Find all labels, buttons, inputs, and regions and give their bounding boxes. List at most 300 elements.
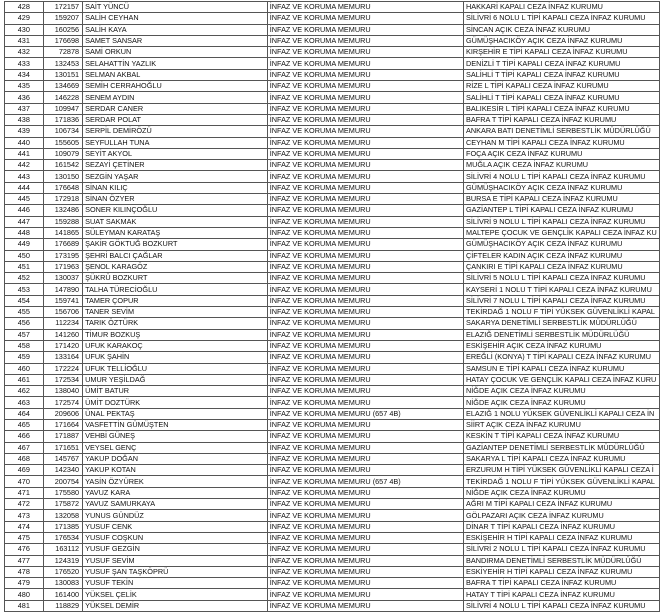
position-title-cell: İNFAZ VE KORUMA MEMURU [267, 363, 463, 374]
registry-number-cell: 112234 [43, 318, 82, 329]
row-number-cell: 430 [5, 24, 44, 35]
row-number-cell: 433 [5, 58, 44, 69]
registry-number-cell: 132486 [43, 205, 82, 216]
full-name-cell: ÜNAL PEKTAŞ [83, 408, 268, 419]
registry-number-cell: 171963 [43, 261, 82, 272]
registry-number-cell: 172224 [43, 363, 82, 374]
registry-number-cell: 173195 [43, 250, 82, 261]
institution-cell: DİNAR T TİPİ KAPALI CEZA İNFAZ KURUMU [464, 521, 660, 532]
table-row [5, 555, 660, 566]
position-title-cell: İNFAZ VE KORUMA MEMURU [267, 103, 463, 114]
row-number-cell: 479 [5, 578, 44, 589]
registry-number-cell: 130150 [43, 171, 82, 182]
full-name-cell: YÜKSEL ÇELİK [83, 589, 268, 600]
institution-cell: HATAY ÇOCUK VE GENÇLİK KAPALI CEZA İNFAZ KURU [464, 374, 660, 385]
table-row [5, 58, 660, 69]
registry-number-cell: 176520 [43, 566, 82, 577]
position-title-cell: İNFAZ VE KORUMA MEMURU [267, 295, 463, 306]
institution-cell: NİĞDE AÇIK CEZA İNFAZ KURUMU [464, 487, 660, 498]
registry-number-cell: 161542 [43, 160, 82, 171]
institution-cell: HAKKARİ KAPALI CEZA İNFAZ KURUMU [464, 2, 660, 13]
institution-cell: RİZE L TİPİ KAPALI CEZA İNFAZ KURUMU [464, 81, 660, 92]
position-title-cell: İNFAZ VE KORUMA MEMURU [267, 555, 463, 566]
table-row [5, 386, 660, 397]
registry-number-cell: 109079 [43, 148, 82, 159]
institution-cell: SİLİVRİ 9 NOLU L TİPİ KAPALI CEZA İNFAZ KURUMU [464, 216, 660, 227]
registry-number-cell: 130037 [43, 273, 82, 284]
institution-cell: GAZİANTEP L TİPİ KAPALI CEZA İNFAZ KURUMU [464, 205, 660, 216]
registry-number-cell: 130083 [43, 578, 82, 589]
registry-number-cell: 156706 [43, 307, 82, 318]
position-title-cell: İNFAZ VE KORUMA MEMURU [267, 544, 463, 555]
row-number-cell: 429 [5, 13, 44, 24]
institution-cell: KIRŞEHİR E TİPİ KAPALI CEZA İNFAZ KURUMU [464, 47, 660, 58]
row-number-cell: 444 [5, 182, 44, 193]
row-number-cell: 456 [5, 318, 44, 329]
table-row [5, 318, 660, 329]
institution-cell: NİĞDE AÇIK CEZA İNFAZ KURUMU [464, 386, 660, 397]
table-row [5, 205, 660, 216]
institution-cell: ERZURUM H TİPİ YÜKSEK GÜVENLİKLİ KAPALI CEZA İ [464, 465, 660, 476]
table-row [5, 182, 660, 193]
position-title-cell: İNFAZ VE KORUMA MEMURU [267, 182, 463, 193]
position-title-cell: İNFAZ VE KORUMA MEMURU [267, 81, 463, 92]
institution-cell: BURSA E TİPİ KAPALI CEZA İNFAZ KURUMU [464, 194, 660, 205]
personnel-table [4, 1, 660, 612]
institution-cell: GÜMÜŞHACIKÖY AÇIK CEZA İNFAZ KURUMU [464, 35, 660, 46]
row-number-cell: 451 [5, 261, 44, 272]
registry-number-cell: 161400 [43, 589, 82, 600]
registry-number-cell: 160256 [43, 24, 82, 35]
full-name-cell: YÜKSEL DEMİR [83, 600, 268, 611]
row-number-cell: 462 [5, 386, 44, 397]
position-title-cell: İNFAZ VE KORUMA MEMURU (657 4B) [267, 476, 463, 487]
table-row [5, 250, 660, 261]
full-name-cell: YUNUS GÜNDÜZ [83, 510, 268, 521]
registry-number-cell: 172918 [43, 194, 82, 205]
table-row [5, 363, 660, 374]
registry-number-cell: 134669 [43, 81, 82, 92]
full-name-cell: YUSUF CENK [83, 521, 268, 532]
table-row [5, 47, 660, 58]
table-row [5, 408, 660, 419]
full-name-cell: SEZGİN YAŞAR [83, 171, 268, 182]
row-number-cell: 468 [5, 453, 44, 464]
position-title-cell: İNFAZ VE KORUMA MEMURU [267, 521, 463, 532]
position-title-cell: İNFAZ VE KORUMA MEMURU [267, 2, 463, 13]
full-name-cell: ŞEHRİ BALCI ÇAĞLAR [83, 250, 268, 261]
registry-number-cell: 146228 [43, 92, 82, 103]
registry-number-cell: 172534 [43, 374, 82, 385]
institution-cell: BAFRA T TİPİ KAPALI CEZA İNFAZ KURUMU [464, 114, 660, 125]
position-title-cell: İNFAZ VE KORUMA MEMURU [267, 386, 463, 397]
registry-number-cell: 72878 [43, 47, 82, 58]
registry-number-cell: 159288 [43, 216, 82, 227]
table-row [5, 600, 660, 611]
institution-cell: AĞRI M TİPİ KAPALI CEZA İNFAZ KURUMU [464, 499, 660, 510]
row-number-cell: 470 [5, 476, 44, 487]
table-row [5, 510, 660, 521]
row-number-cell: 466 [5, 431, 44, 442]
full-name-cell: TANER SEVİM [83, 307, 268, 318]
row-number-cell: 436 [5, 92, 44, 103]
table-row [5, 35, 660, 46]
row-number-cell: 454 [5, 295, 44, 306]
position-title-cell: İNFAZ VE KORUMA MEMURU [267, 205, 463, 216]
institution-cell: SİLİVRİ 4 NOLU L TİPİ KAPALI CEZA İNFAZ KURUMU [464, 171, 660, 182]
position-title-cell: İNFAZ VE KORUMA MEMURU [267, 340, 463, 351]
full-name-cell: SÜLEYMAN KARATAŞ [83, 227, 268, 238]
table-row [5, 126, 660, 137]
row-number-cell: 453 [5, 284, 44, 295]
table-row [5, 171, 660, 182]
position-title-cell: İNFAZ VE KORUMA MEMURU [267, 160, 463, 171]
row-number-cell: 447 [5, 216, 44, 227]
position-title-cell: İNFAZ VE KORUMA MEMURU [267, 566, 463, 577]
registry-number-cell: 171887 [43, 431, 82, 442]
table-row [5, 566, 660, 577]
institution-cell: GÜMÜŞHACIKÖY AÇIK CEZA İNFAZ KURUMU [464, 182, 660, 193]
position-title-cell: İNFAZ VE KORUMA MEMURU [267, 329, 463, 340]
institution-cell: GÜMÜŞHACIKÖY AÇIK CEZA İNFAZ KURUMU [464, 239, 660, 250]
full-name-cell: SİNAN ÖZYER [83, 194, 268, 205]
full-name-cell: TARIK ÖZTÜRK [83, 318, 268, 329]
institution-cell: FOÇA AÇIK CEZA İNFAZ KURUMU [464, 148, 660, 159]
full-name-cell: TAMER ÇOPUR [83, 295, 268, 306]
position-title-cell: İNFAZ VE KORUMA MEMURU [267, 216, 463, 227]
registry-number-cell: 147890 [43, 284, 82, 295]
full-name-cell: ŞENOL KARAGÖZ [83, 261, 268, 272]
registry-number-cell: 171651 [43, 442, 82, 453]
table-row [5, 273, 660, 284]
position-title-cell: İNFAZ VE KORUMA MEMURU [267, 465, 463, 476]
full-name-cell: VEHBİ GÜNEŞ [83, 431, 268, 442]
registry-number-cell: 132058 [43, 510, 82, 521]
full-name-cell: YUSUF GEZGİN [83, 544, 268, 555]
table-row [5, 453, 660, 464]
table-row [5, 476, 660, 487]
row-number-cell: 463 [5, 397, 44, 408]
full-name-cell: SEZAYİ ÇETİNER [83, 160, 268, 171]
position-title-cell: İNFAZ VE KORUMA MEMURU [267, 137, 463, 148]
full-name-cell: SERDAR POLAT [83, 114, 268, 125]
institution-cell: ANKARA BATI DENETİMLİ SERBESTLİK MÜDÜRLÜĞÜ [464, 126, 660, 137]
registry-number-cell: 176534 [43, 532, 82, 543]
position-title-cell: İNFAZ VE KORUMA MEMURU [267, 194, 463, 205]
institution-cell: BALIKESİR L TİPİ KAPALI CEZA İNFAZ KURUMU [464, 103, 660, 114]
position-title-cell: İNFAZ VE KORUMA MEMURU [267, 126, 463, 137]
row-number-cell: 460 [5, 363, 44, 374]
row-number-cell: 459 [5, 352, 44, 363]
row-number-cell: 461 [5, 374, 44, 385]
registry-number-cell: 133164 [43, 352, 82, 363]
registry-number-cell: 171420 [43, 340, 82, 351]
row-number-cell: 445 [5, 194, 44, 205]
table-row [5, 216, 660, 227]
institution-cell: TEKİRDAĞ 1 NOLU F TİPİ YÜKSEK GÜVENLİKLİ KAPAL [464, 476, 660, 487]
row-number-cell: 473 [5, 510, 44, 521]
registry-number-cell: 171664 [43, 419, 82, 430]
full-name-cell: YUSUF ŞAN TAŞKÖPRÜ [83, 566, 268, 577]
institution-cell: KESKİN T TİPİ KAPALI CEZA İNFAZ KURUMU [464, 431, 660, 442]
row-number-cell: 440 [5, 137, 44, 148]
position-title-cell: İNFAZ VE KORUMA MEMURU [267, 273, 463, 284]
institution-cell: SİLİVRİ 4 NOLU L TİPİ KAPALI CEZA İNFAZ KURUMU [464, 600, 660, 611]
position-title-cell: İNFAZ VE KORUMA MEMURU [267, 114, 463, 125]
row-number-cell: 438 [5, 114, 44, 125]
position-title-cell: İNFAZ VE KORUMA MEMURU [267, 261, 463, 272]
full-name-cell: VASFETTİN GÜMÜŞTEN [83, 419, 268, 430]
full-name-cell: SEYİT AKYOL [83, 148, 268, 159]
row-number-cell: 455 [5, 307, 44, 318]
table-row [5, 160, 660, 171]
position-title-cell: İNFAZ VE KORUMA MEMURU [267, 227, 463, 238]
full-name-cell: YASİN ÖZYÜREK [83, 476, 268, 487]
registry-number-cell: 163112 [43, 544, 82, 555]
full-name-cell: SAİT YÜNCÜ [83, 2, 268, 13]
position-title-cell: İNFAZ VE KORUMA MEMURU [267, 35, 463, 46]
position-title-cell: İNFAZ VE KORUMA MEMURU [267, 419, 463, 430]
position-title-cell: İNFAZ VE KORUMA MEMURU [267, 510, 463, 521]
full-name-cell: SALİH KAYA [83, 24, 268, 35]
table-row [5, 589, 660, 600]
table-row [5, 431, 660, 442]
institution-cell: SALİHLİ T TİPİ KAPALI CEZA İNFAZ KURUMU [464, 69, 660, 80]
full-name-cell: UMUR YEŞİLDAĞ [83, 374, 268, 385]
row-number-cell: 434 [5, 69, 44, 80]
position-title-cell: İNFAZ VE KORUMA MEMURU (657 4B) [267, 408, 463, 419]
table-row [5, 81, 660, 92]
institution-cell: ELAZIĞ 1 NOLU YÜKSEK GÜVENLİKLİ KAPALI CEZA İN [464, 408, 660, 419]
position-title-cell: İNFAZ VE KORUMA MEMURU [267, 431, 463, 442]
institution-cell: SAMSUN E TİPİ KAPALI CEZA İNFAZ KURUMU [464, 363, 660, 374]
row-number-cell: 448 [5, 227, 44, 238]
row-number-cell: 474 [5, 521, 44, 532]
registry-number-cell: 145767 [43, 453, 82, 464]
full-name-cell: SENEM AYDIN [83, 92, 268, 103]
position-title-cell: İNFAZ VE KORUMA MEMURU [267, 250, 463, 261]
position-title-cell: İNFAZ VE KORUMA MEMURU [267, 578, 463, 589]
full-name-cell: SERDAR CANER [83, 103, 268, 114]
registry-number-cell: 175872 [43, 499, 82, 510]
institution-cell: ELAZIĞ DENETİMLİ SERBESTLİK MÜDÜRLÜĞÜ [464, 329, 660, 340]
full-name-cell: YUSUF COŞKUN [83, 532, 268, 543]
full-name-cell: SİNAN KILIÇ [83, 182, 268, 193]
full-name-cell: SELMAN AKBAL [83, 69, 268, 80]
position-title-cell: İNFAZ VE KORUMA MEMURU [267, 397, 463, 408]
table-row [5, 24, 660, 35]
full-name-cell: VEYSEL GENÇ [83, 442, 268, 453]
table-row [5, 194, 660, 205]
row-number-cell: 437 [5, 103, 44, 114]
full-name-cell: YAKUP KOTAN [83, 465, 268, 476]
institution-cell: HATAY T TİPİ KAPALI CEZA İNFAZ KURUMU [464, 589, 660, 600]
table-row [5, 92, 660, 103]
row-number-cell: 432 [5, 47, 44, 58]
full-name-cell: YAKUP DOĞAN [83, 453, 268, 464]
position-title-cell: İNFAZ VE KORUMA MEMURU [267, 284, 463, 295]
institution-cell: ÇANKIRI E TİPİ KAPALI CEZA İNFAZ KURUMU [464, 261, 660, 272]
registry-number-cell: 159207 [43, 13, 82, 24]
table-row [5, 261, 660, 272]
institution-cell: BANDIRMA DENETİMLİ SERBESTLİK MÜDÜRLÜĞÜ [464, 555, 660, 566]
registry-number-cell: 142340 [43, 465, 82, 476]
row-number-cell: 452 [5, 273, 44, 284]
position-title-cell: İNFAZ VE KORUMA MEMURU [267, 171, 463, 182]
registry-number-cell: 171385 [43, 521, 82, 532]
table-row [5, 227, 660, 238]
row-number-cell: 478 [5, 566, 44, 577]
institution-cell: MUĞLA AÇIK CEZA İNFAZ KURUMU [464, 160, 660, 171]
position-title-cell: İNFAZ VE KORUMA MEMURU [267, 307, 463, 318]
table-row [5, 329, 660, 340]
registry-number-cell: 176648 [43, 182, 82, 193]
institution-cell: SİLİVRİ 7 NOLU L TİPİ KAPALI CEZA İNFAZ KURUMU [464, 295, 660, 306]
institution-cell: SİİRT AÇIK CEZA İNFAZ KURUMU [464, 419, 660, 430]
institution-cell: EREĞLİ (KONYA) T TİPİ KAPALI CEZA İNFAZ KURUMU [464, 352, 660, 363]
table-row [5, 419, 660, 430]
row-number-cell: 439 [5, 126, 44, 137]
table-row [5, 442, 660, 453]
table-row [5, 307, 660, 318]
position-title-cell: İNFAZ VE KORUMA MEMURU [267, 69, 463, 80]
table-row [5, 137, 660, 148]
position-title-cell: İNFAZ VE KORUMA MEMURU [267, 499, 463, 510]
position-title-cell: İNFAZ VE KORUMA MEMURU [267, 374, 463, 385]
row-number-cell: 472 [5, 499, 44, 510]
table-row [5, 103, 660, 114]
position-title-cell: İNFAZ VE KORUMA MEMURU [267, 600, 463, 611]
position-title-cell: İNFAZ VE KORUMA MEMURU [267, 58, 463, 69]
position-title-cell: İNFAZ VE KORUMA MEMURU [267, 487, 463, 498]
row-number-cell: 449 [5, 239, 44, 250]
full-name-cell: UFUK ŞAHİN [83, 352, 268, 363]
table-row [5, 340, 660, 351]
institution-cell: SİLİVRİ 5 NOLU L TİPİ KAPALI CEZA İNFAZ KURUMU [464, 273, 660, 284]
table-row [5, 521, 660, 532]
full-name-cell: SONER KILINÇOĞLU [83, 205, 268, 216]
position-title-cell: İNFAZ VE KORUMA MEMURU [267, 352, 463, 363]
institution-cell: SİLİVRİ 2 NOLU L TİPİ KAPALI CEZA İNFAZ KURUMU [464, 544, 660, 555]
table-row [5, 148, 660, 159]
institution-cell: SAKARYA L TİPİ KAPALI CEZA İNFAZ KURUMU [464, 453, 660, 464]
row-number-cell: 465 [5, 419, 44, 430]
row-number-cell: 435 [5, 81, 44, 92]
table-row [5, 284, 660, 295]
institution-cell: TEKİRDAĞ 1 NOLU F TİPİ YÜKSEK GÜVENLİKLİ KAPAL [464, 307, 660, 318]
row-number-cell: 442 [5, 160, 44, 171]
registry-number-cell: 138040 [43, 386, 82, 397]
full-name-cell: SAMİ ORKUN [83, 47, 268, 58]
row-number-cell: 476 [5, 544, 44, 555]
registry-number-cell: 171836 [43, 114, 82, 125]
table-row [5, 578, 660, 589]
position-title-cell: İNFAZ VE KORUMA MEMURU [267, 13, 463, 24]
row-number-cell: 469 [5, 465, 44, 476]
row-number-cell: 467 [5, 442, 44, 453]
registry-number-cell: 141865 [43, 227, 82, 238]
full-name-cell: SEMİH CERRAHOĞLU [83, 81, 268, 92]
full-name-cell: ÜMİT BATUR [83, 386, 268, 397]
institution-cell: SALİHLİ T TİPİ KAPALI CEZA İNFAZ KURUMU [464, 92, 660, 103]
institution-cell: SİNCAN AÇIK CEZA İNFAZ KURUMU [464, 24, 660, 35]
row-number-cell: 458 [5, 340, 44, 351]
row-number-cell: 475 [5, 532, 44, 543]
full-name-cell: TİMUR BOZKUŞ [83, 329, 268, 340]
registry-number-cell: 176698 [43, 35, 82, 46]
institution-cell: SİLİVRİ 6 NOLU L TİPİ KAPALI CEZA İNFAZ KURUMU [464, 13, 660, 24]
table-row [5, 544, 660, 555]
full-name-cell: UFUK KARAKOÇ [83, 340, 268, 351]
full-name-cell: YAVUZ SAMURKAYA [83, 499, 268, 510]
institution-cell: CEYHAN M TİPİ KAPALI CEZA İNFAZ KURUMU [464, 137, 660, 148]
table-row [5, 397, 660, 408]
registry-number-cell: 124319 [43, 555, 82, 566]
table-row [5, 2, 660, 13]
registry-number-cell: 176689 [43, 239, 82, 250]
institution-cell: DENİZLİ T TİPİ KAPALI CEZA İNFAZ KURUMU [464, 58, 660, 69]
table-row [5, 352, 660, 363]
institution-cell: MALTEPE ÇOCUK VE GENÇLİK KAPALI CEZA İNFAZ KU [464, 227, 660, 238]
institution-cell: ESKİYEHİR H TİPİ KAPALI CEZA İNFAZ KURUMU [464, 566, 660, 577]
position-title-cell: İNFAZ VE KORUMA MEMURU [267, 453, 463, 464]
row-number-cell: 477 [5, 555, 44, 566]
institution-cell: GAZİANTEP DENETİMLİ SERBESTLİK MÜDÜRLÜĞÜ [464, 442, 660, 453]
full-name-cell: ÜMİT DOZTÜRK [83, 397, 268, 408]
row-number-cell: 441 [5, 148, 44, 159]
registry-number-cell: 109947 [43, 103, 82, 114]
full-name-cell: UFUK TELLİOĞLU [83, 363, 268, 374]
table-row [5, 13, 660, 24]
table-row [5, 295, 660, 306]
row-number-cell: 428 [5, 2, 44, 13]
position-title-cell: İNFAZ VE KORUMA MEMURU [267, 47, 463, 58]
registry-number-cell: 141260 [43, 329, 82, 340]
full-name-cell: SELAHATTİN YAZLIK [83, 58, 268, 69]
registry-number-cell: 118829 [43, 600, 82, 611]
institution-cell: BAFRA T TİPİ KAPALI CEZA İNFAZ KURUMU [464, 578, 660, 589]
table-row [5, 487, 660, 498]
registry-number-cell: 172157 [43, 2, 82, 13]
row-number-cell: 457 [5, 329, 44, 340]
full-name-cell: TALHA TÜRECİOĞLU [83, 284, 268, 295]
position-title-cell: İNFAZ VE KORUMA MEMURU [267, 239, 463, 250]
position-title-cell: İNFAZ VE KORUMA MEMURU [267, 589, 463, 600]
institution-cell: ESKİŞEHİR H TİPİ KAPALI CEZA İNFAZ KURUMU [464, 532, 660, 543]
row-number-cell: 480 [5, 589, 44, 600]
position-title-cell: İNFAZ VE KORUMA MEMURU [267, 92, 463, 103]
institution-cell: ESKİŞEHİR AÇIK CEZA İNFAZ KURUMU [464, 340, 660, 351]
registry-number-cell: 159741 [43, 295, 82, 306]
full-name-cell: SAMET SANSAR [83, 35, 268, 46]
institution-cell: GÖLPAZARI AÇIK CEZA İNFAZ KURUMU [464, 510, 660, 521]
row-number-cell: 446 [5, 205, 44, 216]
row-number-cell: 471 [5, 487, 44, 498]
registry-number-cell: 209606 [43, 408, 82, 419]
registry-number-cell: 200754 [43, 476, 82, 487]
registry-number-cell: 155605 [43, 137, 82, 148]
full-name-cell: ŞÜKRÜ BOZKURT [83, 273, 268, 284]
table-row [5, 69, 660, 80]
position-title-cell: İNFAZ VE KORUMA MEMURU [267, 442, 463, 453]
full-name-cell: YAVUZ KARA [83, 487, 268, 498]
row-number-cell: 481 [5, 600, 44, 611]
full-name-cell: ŞAKİR GÖKTUĞ BOZKURT [83, 239, 268, 250]
table-row [5, 532, 660, 543]
institution-cell: SAKARYA DENETİMLİ SERBESTLİK MÜDÜRLÜĞÜ [464, 318, 660, 329]
table-row [5, 499, 660, 510]
row-number-cell: 450 [5, 250, 44, 261]
